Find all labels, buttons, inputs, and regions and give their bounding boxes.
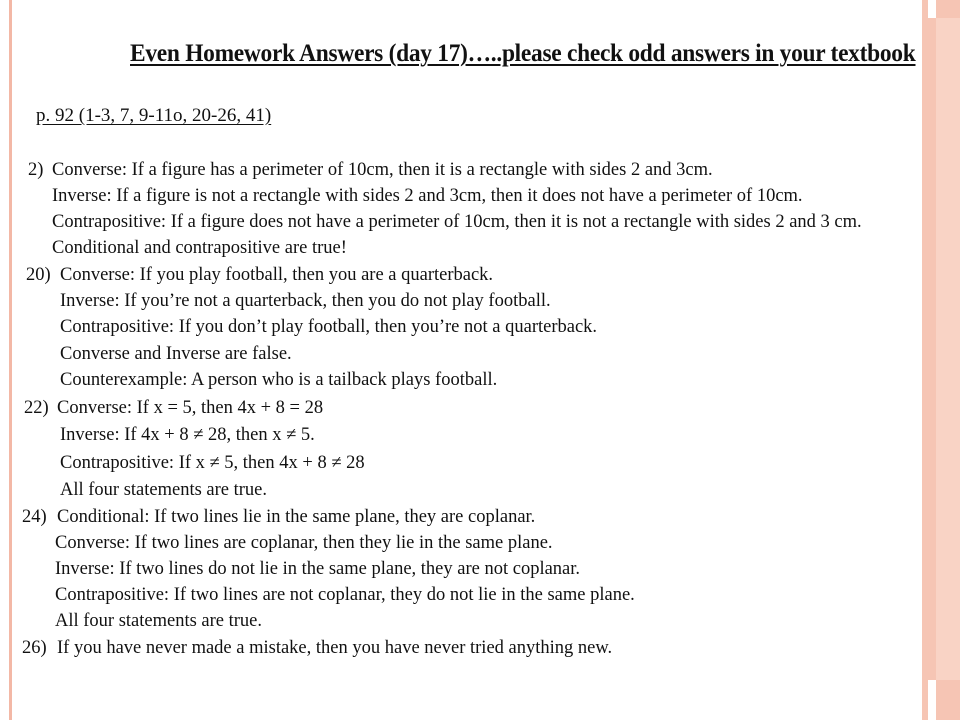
- answer-line: Converse and Inverse are false.: [60, 344, 292, 364]
- slide-frame-right-gap-top: [928, 0, 936, 18]
- answer-line: Conditional: If two lines lie in the same plane, they are coplanar.: [57, 507, 536, 527]
- answer-line: Converse: If x = 5, then 4x + 8 = 28: [57, 398, 324, 418]
- problem-number: 26): [22, 638, 47, 658]
- answer-line: Counterexample: A person who is a tailback plays football.: [60, 370, 498, 390]
- answer-line: Inverse: If two lines do not lie in the same plane, they are not coplanar.: [55, 559, 581, 579]
- answer-line: Contrapositive: If a figure does not have a perimeter of 10cm, then it is not a rectangle with sides 2 and 3 cm.: [52, 212, 862, 232]
- answer-line: Converse: If you play football, then you are a quarterback.: [60, 265, 494, 285]
- answer-line: Contrapositive: If two lines are not coplanar, they do not lie in the same plane.: [55, 585, 635, 605]
- answer-line: All four statements are true.: [55, 611, 263, 631]
- answer-line: Inverse: If you’re not a quarterback, then you do not play football.: [60, 291, 551, 311]
- slide-frame-right-gap-bottom: [928, 680, 936, 720]
- slide-frame-right-inner: [936, 18, 960, 680]
- answer-line: Contrapositive: If you don’t play football, then you’re not a quarterback.: [60, 317, 598, 337]
- problem-number: 2): [28, 160, 44, 180]
- answer-line: Inverse: If a figure is not a rectangle with sides 2 and 3cm, then it does not have a perimeter of 10cm.: [52, 186, 803, 206]
- problem-number: 24): [22, 507, 47, 527]
- answer-line: Inverse: If 4x + 8 ≠ 28, then x ≠ 5.: [60, 425, 315, 445]
- answer-line: Converse: If a figure has a perimeter of 10cm, then it is a rectangle with sides 2 and 3cm.: [52, 160, 713, 180]
- slide-frame-left: [9, 0, 12, 720]
- answer-line: Contrapositive: If x ≠ 5, then 4x + 8 ≠ 28: [60, 453, 365, 473]
- answer-line: All four statements are true.: [60, 480, 268, 500]
- problem-number: 22): [24, 398, 49, 418]
- answer-line: Converse: If two lines are coplanar, then they lie in the same plane.: [55, 533, 553, 553]
- answer-line: Conditional and contrapositive are true!: [52, 238, 347, 258]
- answer-line: If you have never made a mistake, then you have never tried anything new.: [57, 638, 613, 658]
- problem-number: 20): [26, 265, 51, 285]
- page-title: Even Homework Answers (day 17)…..please check odd answers in your textbook: [130, 40, 916, 67]
- page-subtitle: p. 92 (1-3, 7, 9-11o, 20-26, 41): [36, 105, 272, 126]
